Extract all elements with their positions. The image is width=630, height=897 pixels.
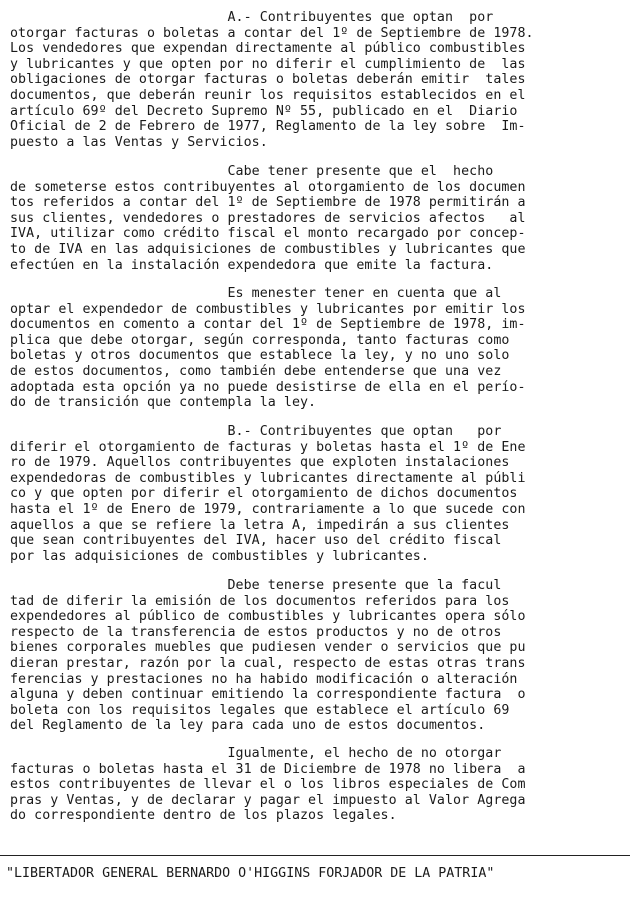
text-line: Debe tenerse presente que la facul — [10, 578, 502, 593]
text-line: Es menester tener en cuenta que al — [10, 286, 502, 301]
text-line: hasta el 1º de Enero de 1979, contrariamente a lo que sucede con — [10, 501, 526, 517]
text-line: pras y Ventas, y de declarar y pagar el impuesto al Valor Agrega — [10, 792, 526, 808]
paragraph-cabe-tener — [10, 164, 628, 273]
text-line: bienes corporales muebles que pudiesen vender o servicios que pu — [10, 640, 526, 656]
text-line: boletas y otros documentos que establece la ley, y no uno solo — [10, 348, 510, 364]
footer-motto: "LIBERTADOR GENERAL BERNARDO O'HIGGINS FORJADOR DE LA PATRIA" — [6, 866, 495, 881]
paragraph-debe-tenerse — [10, 578, 628, 734]
text-line: documentos, que deberán reunir los requisitos establecidos en el — [10, 87, 526, 103]
text-line: IVA, utilizar como crédito fiscal el monto recargado por concep- — [10, 226, 526, 242]
text-line: Cabe tener presente que el hecho — [10, 164, 494, 179]
text-line: que sean contribuyentes del IVA, hacer uso del crédito fiscal — [10, 533, 502, 549]
text-line: documentos en comento a contar del 1º de Septiembre de 1978, im- — [10, 317, 526, 333]
text-line: do correspondiente dentro de los plazos legales. — [10, 808, 397, 824]
text-line: respecto de la transferencia de estos productos y no de otros — [10, 624, 502, 640]
text-line: puesto a las Ventas y Servicios. — [10, 134, 268, 150]
paragraph-igualmente — [10, 746, 628, 824]
text-line: optar el expendedor de combustibles y lubricantes por emitir los — [10, 301, 526, 317]
text-line: otorgar facturas o boletas a contar del 1º de Septiembre de 1978. — [10, 25, 534, 41]
text-line: dieran prestar, razón por la cual, respecto de estas otras trans — [10, 655, 526, 671]
text-line: ro de 1979. Aquellos contribuyentes que exploten instalaciones — [10, 455, 510, 471]
text-line: aquellos a que se refiere la letra A, impedirán a sus clientes — [10, 517, 510, 533]
text-line: ferencias y prestaciones no ha habido modificación o alteración — [10, 671, 518, 687]
text-line: boleta con los requisitos legales que establece el artículo 69 — [10, 702, 510, 718]
text-line: diferir el otorgamiento de facturas y boletas hasta el 1º de Ene — [10, 439, 526, 455]
text-line: estos contribuyentes de llevar el o los libros especiales de Com — [10, 777, 526, 793]
text-line: expendedores al público de combustibles y lubricantes opera sólo — [10, 609, 526, 625]
footer-rule — [0, 855, 630, 856]
text-line: do de transición que contempla la ley. — [10, 395, 317, 411]
text-line: tos referidos a contar del 1º de Septiembre de 1978 permitirán a — [10, 195, 526, 211]
text-line: obligaciones de otorgar facturas o boletas deberán emitir tales — [10, 72, 526, 88]
text-line: alguna y deben continuar emitiendo la correspondiente factura o — [10, 687, 526, 703]
text-line: efectúen en la instalación expendedora que emite la factura. — [10, 257, 494, 273]
text-line: facturas o boletas hasta el 31 de Diciembre de 1978 no libera a — [10, 761, 526, 777]
text-line: expendedoras de combustibles y lubricantes directamente al públi — [10, 470, 526, 486]
text-line: adoptada esta opción ya no puede desistirse de ella en el perío- — [10, 379, 526, 395]
text-line: plica que debe otorgar, según corresponda, tanto facturas como — [10, 332, 510, 348]
text-line: por las adquisiciones de combustibles y lubricantes. — [10, 548, 429, 564]
paragraph-contribuyentes-a — [10, 10, 628, 150]
text-line: Los vendedores que expendan directamente al público combustibles — [10, 41, 526, 57]
text-line: to de IVA en las adquisiciones de combustibles y lubricantes que — [10, 241, 526, 257]
paragraph-contribuyentes-b — [10, 424, 628, 564]
text-line: Oficial de 2 de Febrero de 1977, Reglamento de la ley sobre Im- — [10, 119, 526, 135]
text-line: Igualmente, el hecho de no otorgar — [10, 746, 502, 761]
text-line: tad de diferir la emisión de los documentos referidos para los — [10, 593, 510, 609]
text-line: A.- Contribuyentes que optan por — [10, 10, 494, 25]
paragraph-es-menester — [10, 286, 628, 411]
text-line: y lubricantes y que opten por no diferir el cumplimiento de las — [10, 56, 526, 72]
text-line: B.- Contribuyentes que optan por — [10, 424, 502, 439]
text-line: de estos documentos, como también debe entenderse que una vez — [10, 363, 502, 379]
text-line: del Reglamento de la ley para cada uno de estos documentos. — [10, 718, 486, 734]
text-line: de someterse estos contribuyentes al otorgamiento de los documen — [10, 179, 526, 195]
text-line: co y que opten por diferir el otorgamiento de dichos documentos — [10, 486, 518, 502]
text-line: sus clientes, vendedores o prestadores de servicios afectos al — [10, 210, 526, 226]
text-line: artículo 69º del Decreto Supremo Nº 55, publicado en el Diario — [10, 103, 518, 119]
